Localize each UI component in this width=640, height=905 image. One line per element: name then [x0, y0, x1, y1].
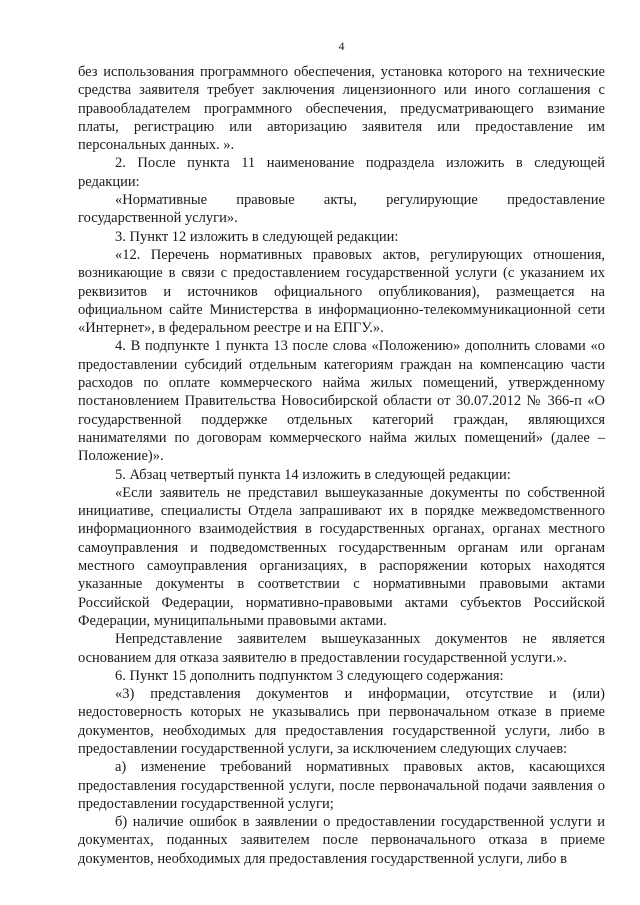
paragraph-8: «Если заявитель не представил вышеуказанные документы по собственной инициативе, специалисты Отдела запрашивают их в порядке межведомственного информационного взаимодействия в государственных органах, органах местного самоуправления и подведомственных государственным органам или органам местного самоуправления организациях, в распоряжении которых находятся указанные документы в соответствии с нормативными правовыми актами Российской Федерации, нормативно-правовыми актами субъектов Российской Федерации, муниципальными правовыми актами.	[78, 484, 605, 629]
paragraph-7: 5. Абзац четвертый пункта 14 изложить в следующей редакции:	[115, 466, 511, 483]
paragraph-4: 3. Пункт 12 изложить в следующей редакции:	[115, 228, 399, 245]
document-body	[78, 63, 605, 868]
paragraph-5: «12. Перечень нормативных правовых актов, регулирующих отношения, возникающие в связи с предоставлением государственной услуги (с указанием их реквизитов и источников официального опубликования), размещается на официальном сайте Министерства в информационно-телекоммуникационной сети «Интернет», в федеральном реестре и на ЕПГУ.».	[78, 246, 605, 337]
paragraph-11: «3) представления документов и информации, отсутствие и (или) недостоверность которых не указывались при первоначальном отказе в приеме документов, необходимых для предоставления государственной услуги, либо в предоставлении государственной услуги, за исключением следующих случаев:	[78, 686, 605, 757]
paragraph-12: а) изменение требований нормативных правовых актов, касающихся предоставления государственной услуги, после первоначальной подачи заявления о предоставлении государственной услуги;	[78, 759, 605, 812]
paragraph-1: без использования программного обеспечения, установка которого на технические средства заявителя требует заключения лицензионного или иного соглашения с правообладателем программного обеспечения, предусматривающего взимание платы, регистрацию или авторизацию заявителя или предоставление им персональных данных. ».	[78, 64, 605, 154]
paragraph-13: б) наличие ошибок в заявлении о предоставлении государственной услуги и документах, поданных заявителем после первоначального отказа в приеме документов, необходимых для предоставления государственной услуги, либо в	[78, 814, 605, 867]
paragraph-9: Непредставление заявителем вышеуказанных документов не является основанием для отказа заявителю в предоставлении государственной услуги.».	[78, 631, 605, 666]
paragraph-2: 2. После пункта 11 наименование подраздела изложить в следующей редакции:	[78, 155, 605, 190]
paragraph-6: 4. В подпункте 1 пункта 13 после слова «Положению» дополнить словами «о предоставлении субсидий отдельным категориям граждан на компенсацию части расходов по оплате коммерческого найма жилых помещений, утвержденному постановлением Правительства Новосибирской области от 30.07.2012 № 366-п «О государственной поддержке отдельных категорий граждан, являющихся нанимателями по договорам коммерческого найма жилых помещений» (далее – Положение)».	[78, 338, 605, 465]
paragraph-3: «Нормативные правовые акты, регулирующие предоставление государственной услуги».	[78, 192, 605, 227]
paragraph-10: 6. Пункт 15 дополнить подпунктом 3 следующего содержания:	[115, 667, 504, 684]
page-number: 4	[338, 39, 345, 53]
